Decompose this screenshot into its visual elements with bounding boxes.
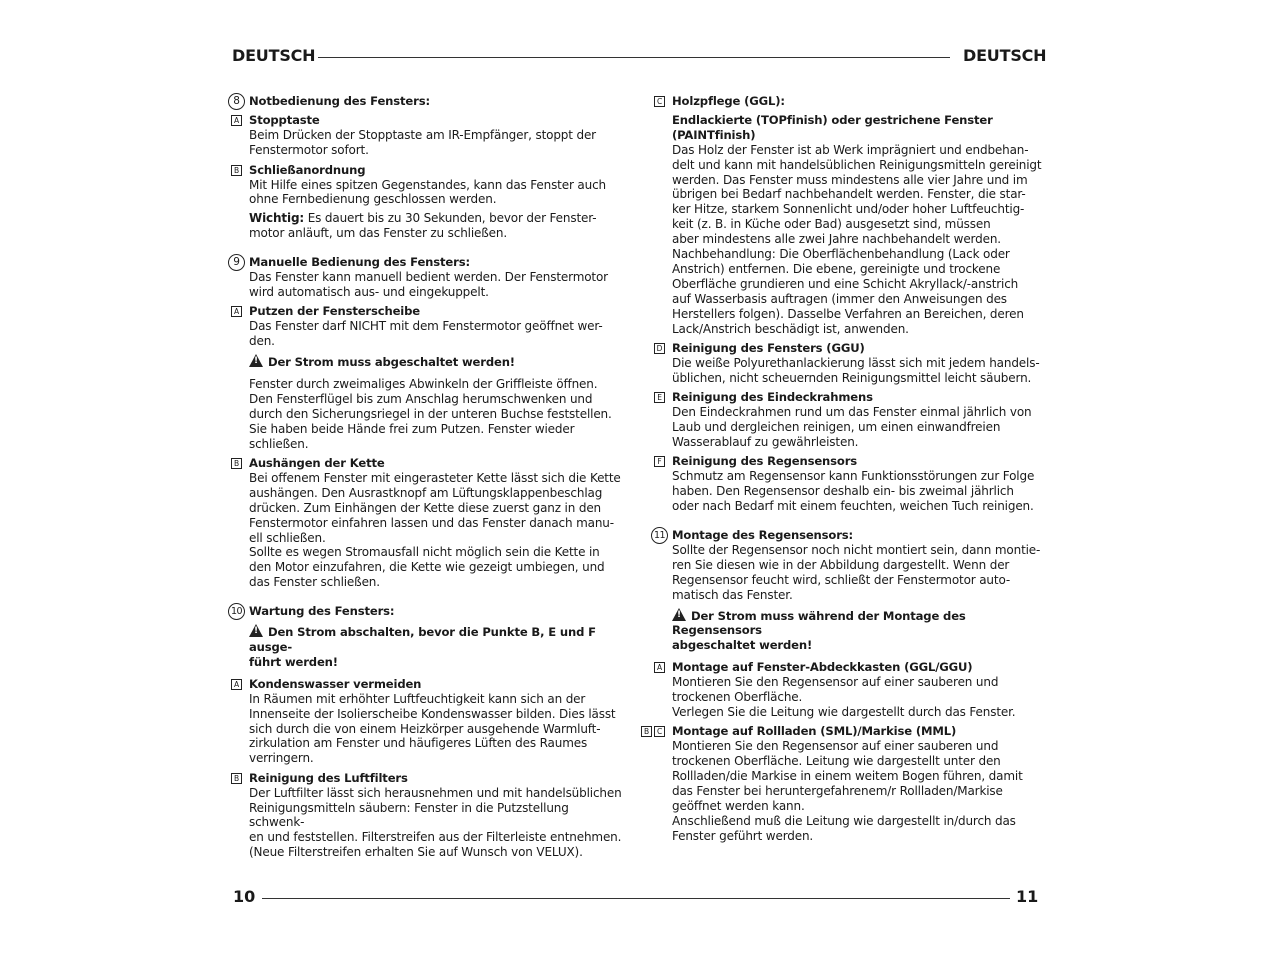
subsection-text-continued: Fenster durch zweimaliges Abwinkeln der Griffleiste öffnen. Den Fensterflügel bis zum Anschlag herumschwenken und durch den Sicherungsriegel in der unteren Buchse feststellen. Sie haben beide Hände frei zum Putzen. Fenster wieder schließen. [249, 377, 612, 451]
subsection-marker-b: B [641, 726, 652, 737]
section-8 [233, 94, 624, 109]
subsection-9a [234, 304, 624, 451]
subsection-8a [234, 113, 624, 158]
section-11 [653, 527, 1044, 653]
subsection-marker: C [654, 96, 665, 107]
subsection-9b [234, 456, 624, 590]
subsection-marker: B [231, 458, 242, 469]
subsection-title: Montage auf Rollladen (SML)/Markise (MML) [672, 724, 957, 739]
section-title: Montage des Regensensors: [672, 527, 854, 542]
subsection-title: Schließanordnung [249, 162, 366, 177]
step-number-badge: 9 [228, 254, 245, 271]
subsection-marker: A [231, 306, 242, 317]
subsection-marker: B [231, 773, 242, 784]
subsection-marker: B [231, 165, 242, 176]
section-text: Sollte der Regensensor noch nicht montiert sein, dann montie- ren Sie diesen wie in der Abbildung dargestellt. Wenn der Regensensor feucht wird, schließt der Fenstermotor auto- matisch das Fenster. [672, 542, 1041, 602]
warning-icon [672, 608, 686, 621]
subsection-marker: A [231, 115, 242, 126]
subsection-title: Stopptaste [249, 113, 320, 128]
warning-text: Der Strom muss abgeschaltet werden! [268, 355, 515, 370]
warning-notice [249, 354, 624, 370]
header-language-right: DEUTSCH [963, 46, 1047, 65]
important-label: Wichtig: [249, 211, 305, 226]
subsection-title: Reinigung des Fensters (GGU) [672, 341, 865, 355]
subsection-text: Montieren Sie den Regensensor auf einer sauberen und trockenen Oberfläche. Leitung wie dargestellt unter den Rollladen/die Markise in einem weitem Bogen führen, damit das Fenster bei heruntergefahrenem/r Rollladen/Markise geöffnet werden kann. Anschließend muß die Leitung wie dargestellt in/durch das Fenster geführt werden. [672, 739, 1023, 843]
step-number-badge: 8 [228, 93, 245, 110]
subsection-text: Schmutz am Regensensor kann Funktionsstörungen zur Folge haben. Den Regensensor deshalb ein- bis zweimal jährlich oder nach Bedarf mit einem feuchten, weichen Tuch reinigen. [672, 469, 1035, 514]
subsection-11bc [644, 724, 1044, 843]
subsection-text: Mit Hilfe eines spitzen Gegenstandes, kann das Fenster auch ohne Fernbedienung geschlossen werden. [249, 177, 606, 207]
subsection-title: Putzen der Fensterscheibe [249, 304, 420, 319]
subsection-11a [657, 660, 1044, 720]
header-language-left: DEUTSCH [232, 46, 316, 65]
subsection-text: Bei offenem Fenster mit eingerasteter Kette lässt sich die Kette aushängen. Den Ausrastknopf am Lüftungsklappenbeschlag drücken. Zum Einhängen der Kette diese zuerst ganz in den Fenstermotor einfahren lassen und das Fenster danach manu- ell schließen. Sollte es wegen Stromausfall nicht möglich sein die Kette in den Motor einzufahren, die Kette wie gezeigt umbiegen, und das Fenster schließen. [249, 470, 621, 590]
page-number-left: 10 [233, 887, 256, 906]
subsection-marker: D [654, 343, 665, 354]
section-10 [230, 604, 624, 670]
section-9 [233, 255, 624, 300]
section-title: Manuelle Bedienung des Fensters: [249, 255, 470, 270]
subsection-text: Montieren Sie den Regensensor auf einer sauberen und trockenen Oberfläche. Verlegen Sie die Leitung wie dargestellt durch das Fenster. [672, 675, 1016, 719]
section-text: Das Fenster kann manuell bedient werden. Der Fenstermotor wird automatisch aus- und eingekuppelt. [249, 270, 608, 299]
subsection-text: In Räumen mit erhöhter Luftfeuchtigkeit kann sich an der Innenseite der Isolierscheibe Kondenswasser bilden. Dies lässt sich durch die von einem Heizkörper ausgehende Warmluft- zirkulation am Fenster und häufigeres Lüften des Raumes verringern. [249, 691, 616, 766]
warning-icon [249, 354, 263, 367]
subsection-marker-c: C [654, 726, 665, 737]
subsection-c-wood-care [656, 94, 1044, 337]
subsection-text: Der Luftfilter lässt sich herausnehmen und mit handelsüblichen Reinigungsmitteln säubern: Fenster in die Putzstellung schwenk- en und feststellen. Filterstreifen aus der Filterleiste entnehmen. (Neue Filterstreifen erhalten Sie auf Wunsch von VELUX). [249, 785, 622, 860]
subsection-subtitle: Endlackierte (TOPfinish) oder gestrichene Fenster (PAINTfinish) [672, 112, 993, 142]
left-page-column [230, 94, 624, 865]
subsection-10b [234, 770, 624, 860]
subsection-e [657, 390, 1044, 450]
subsection-marker: A [231, 679, 242, 690]
warning-notice [672, 608, 1044, 654]
warning-icon [249, 624, 263, 637]
subsection-marker: A [654, 662, 665, 673]
subsection-title: Montage auf Fenster-Abdeckkasten (GGL/GGU) [672, 660, 973, 675]
subsection-text: Die weiße Polyurethanlackierung lässt sich mit jedem handels- üblichen, nicht scheuernden Reinigungsmittel leicht säubern. [672, 355, 1040, 385]
subsection-title: Reinigung des Eindeckrahmens [672, 390, 873, 405]
subsection-title: Aushängen der Kette [249, 456, 385, 471]
subsection-marker: E [654, 392, 665, 403]
subsection-10a [234, 676, 624, 766]
subsection-title: Reinigung des Regensensors [672, 454, 858, 469]
step-number-badge: 10 [228, 603, 245, 620]
header-rule [318, 57, 950, 58]
subsection-8b [234, 162, 624, 242]
subsection-text: Das Holz der Fenster ist ab Werk imprägniert und endbehan- delt und kann mit handelsüblichen Reinigungsmitteln gereinigt werden. Das Fenster muss mindestens alle vier Jahre und im übrigen bei Bedarf nachbehandelt werden. Fenster, die star- ker Hitze, starkem Sonnenlicht und/oder hoher Luftfeuchtig- keit (z. B. in Küche oder Bad) ausgesetzt sind, müssen aber mindestens alle zwei Jahre nachbehandelt werden. Nachbehandlung: Die Oberflächenbehandlung (Lack oder Anstrich) entfernen. Die ebene, gereinigte und trockene Oberfläche grundieren und eine Schicht Akryllack/-anstrich auf Wasserbasis auftragen (immer den Anweisungen des Herstellers folgen). Dasselbe Verfahren an Bereichen, deren Lack/Anstrich beschädigt ist, anwenden. [672, 142, 1042, 336]
subsection-text: Den Eindeckrahmen rund um das Fenster einmal jährlich von Laub und dergleichen reinigen, um einen einwandfreien Wasserablauf zu gewährleisten. [672, 405, 1032, 449]
important-note [249, 211, 624, 241]
subsection-f [657, 454, 1044, 514]
footer-rule [262, 898, 1010, 899]
subsection-title: Holzpflege (GGL): [672, 94, 785, 108]
warning-text: Der Strom muss während der Montage des Regensensors abgeschaltet werden! [672, 608, 966, 653]
subsection-title: Kondenswasser vermeiden [249, 676, 422, 691]
subsection-title: Reinigung des Luftfilters [249, 770, 408, 785]
subsection-text: Beim Drücken der Stopptaste am IR-Empfänger, stoppt der Fenstermotor sofort. [249, 128, 596, 158]
subsection-marker: F [654, 456, 665, 467]
right-page-column [644, 94, 1044, 848]
section-title: Notbedienung des Fensters: [249, 94, 430, 108]
step-number-badge: 11 [651, 527, 668, 544]
important-text: Es dauert bis zu 30 Sekunden, bevor der Fenster- motor anläuft, um das Fenster zu schließen. [249, 211, 597, 241]
warning-notice [249, 624, 624, 670]
subsection-d [656, 341, 1044, 386]
section-title: Wartung des Fensters: [249, 604, 395, 619]
warning-text: Den Strom abschalten, bevor die Punkte B, E und F ausge- führt werden! [249, 625, 596, 669]
page-number-right: 11 [1016, 887, 1039, 906]
subsection-text: Das Fenster darf NICHT mit dem Fenstermotor geöffnet wer- den. [249, 319, 603, 349]
